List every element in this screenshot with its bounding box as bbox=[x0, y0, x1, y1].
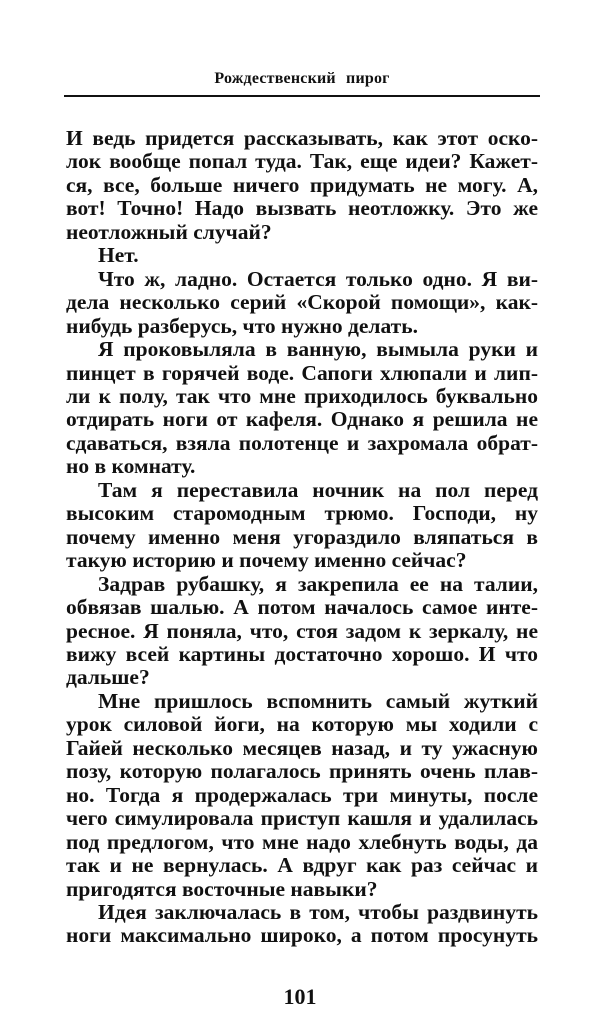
paragraph bbox=[66, 338, 538, 479]
paragraph bbox=[66, 244, 538, 267]
text-line: сдаваться, взяла полотенце и захромала обрат- bbox=[66, 430, 538, 455]
text-line: ся, все, больше ничего придумать не могу. А, bbox=[66, 172, 538, 197]
text-line: Мне пришлось вспомнить самый жуткий bbox=[98, 688, 538, 713]
text-line: лок вообще попал туда. Так, еще идеи? Кажет- bbox=[66, 149, 538, 174]
text-line: но. Тогда я продержалась три минуты, после bbox=[66, 782, 538, 807]
text-line: пригодятся восточные навыки? bbox=[66, 876, 378, 901]
text-line: пинцет в горячей воде. Сапоги хлюпали и лип- bbox=[66, 360, 538, 385]
text-line: вижу всей картины достаточно хорошо. И что bbox=[66, 641, 538, 666]
text-line: позу, которую полагалось принять очень плав- bbox=[66, 759, 538, 784]
page-number: 101 bbox=[283, 984, 317, 1009]
text-line: Нет. bbox=[98, 243, 139, 268]
text-line: отдирать ноги от кафеля. Однако я решила не bbox=[66, 407, 538, 432]
text-line: вот! Точно! Надо вызвать неотложку. Это же bbox=[66, 196, 538, 221]
text-line: И ведь придется рассказывать, как этот оско- bbox=[66, 126, 538, 150]
header-rule bbox=[64, 95, 540, 97]
paragraph bbox=[66, 268, 538, 338]
text-line: дальше? bbox=[66, 665, 150, 690]
text-line: урок силовой йоги, на которую мы ходили с bbox=[66, 712, 538, 737]
text-line: ноги максимально широко, а потом просунуть bbox=[66, 923, 538, 948]
paragraph bbox=[66, 573, 538, 690]
text-line: Что ж, ладно. Остается только одно. Я ви- bbox=[98, 266, 538, 291]
text-line: Там я переставила ночник на пол перед bbox=[98, 477, 538, 502]
text-line: такую историю и почему именно сейчас? bbox=[66, 548, 467, 573]
text-line: почему именно меня угораздило вляпаться в bbox=[66, 524, 538, 549]
text-line: обвязав шалью. А потом началось самое инте- bbox=[66, 595, 538, 620]
text-line: чего симулировала приступ кашля и удалилась bbox=[66, 806, 538, 831]
text-line: так и не вернулась. А вдруг как раз сейчас и bbox=[66, 853, 538, 878]
text-line: ресное. Я поняла, что, стоя задом к зеркалу, не bbox=[66, 618, 538, 643]
text-line: под предлогом, что мне надо хлебнуть воды, да bbox=[66, 829, 538, 854]
text-line: высоким старомодным трюмо. Господи, ну bbox=[66, 501, 538, 526]
text-line: нибудь разберусь, что нужно делать. bbox=[66, 313, 418, 338]
paragraph bbox=[66, 901, 538, 948]
text-line: ли к полу, так что мне приходилось буквально bbox=[66, 383, 538, 408]
text-line: Гайей несколько месяцев назад, и ту ужасную bbox=[66, 735, 538, 760]
text-line: но в комнату. bbox=[66, 454, 196, 479]
text-line: Задрав рубашку, я закрепила ее на талии, bbox=[98, 571, 538, 596]
running-header: Рождественский пирог bbox=[214, 70, 390, 87]
text-line: Я проковыляла в ванную, вымыла руки и bbox=[98, 337, 538, 362]
paragraph bbox=[66, 690, 538, 901]
text-line: дела несколько серий «Скорой помощи», как- bbox=[66, 290, 538, 315]
paragraph bbox=[66, 127, 538, 244]
text-line: неотложный случай? bbox=[66, 219, 272, 244]
text-line: Идея заключалась в том, чтобы раздвинуть bbox=[98, 899, 538, 924]
page-body-text bbox=[66, 127, 538, 948]
paragraph bbox=[66, 479, 538, 573]
